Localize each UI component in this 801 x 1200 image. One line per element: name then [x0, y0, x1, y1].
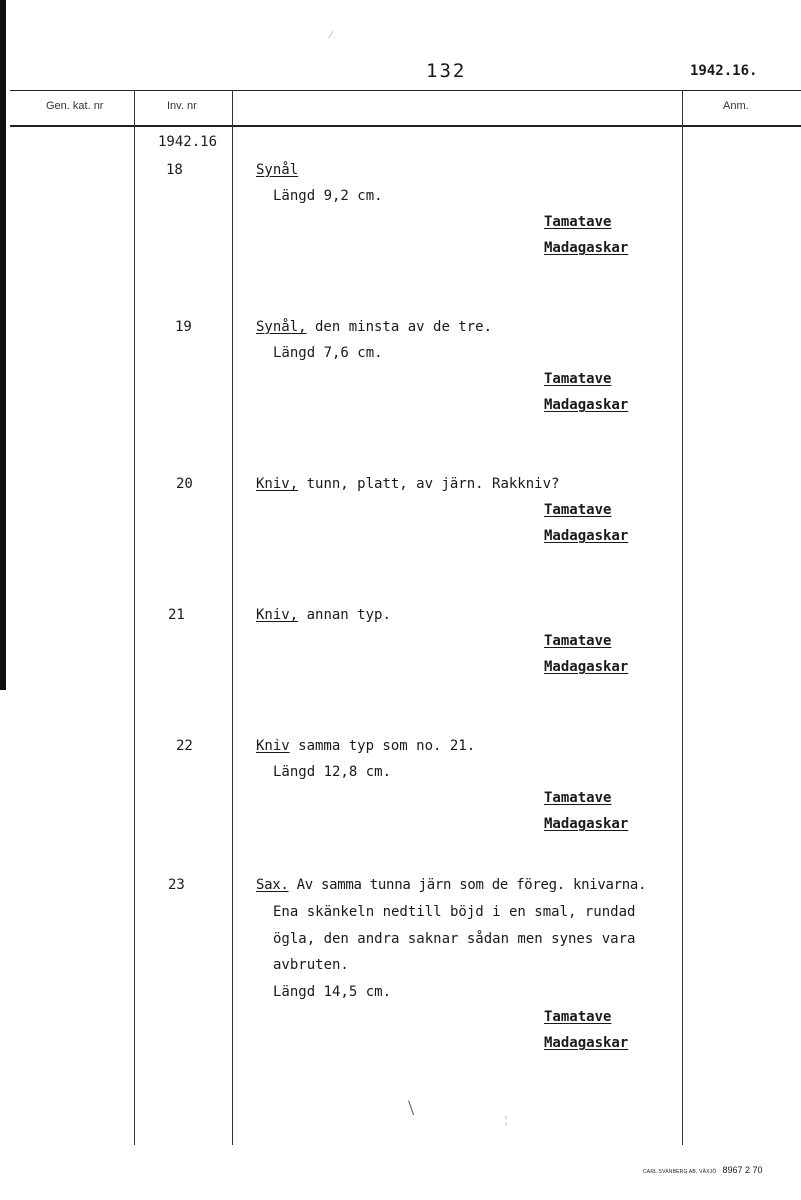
catalog-number: 1942.16. — [690, 63, 758, 79]
inventory-number: 23 — [168, 877, 185, 893]
locality: Tamatave — [544, 502, 612, 518]
description-text: den minsta av de tre. — [306, 319, 493, 335]
binding-edge — [0, 0, 6, 690]
entry-description — [256, 476, 559, 492]
locality: Tamatave — [544, 371, 612, 387]
collection-id: 1942.16 — [158, 134, 218, 150]
scan-mark: \ — [408, 1095, 415, 1120]
description-line: ögla, den andra saknar sådan men synes vara — [273, 931, 636, 947]
entry-description — [256, 877, 646, 893]
page-number: 132 — [426, 60, 467, 82]
printer-imprint: CARL SVANBERG AB, VÄXJÖ — [643, 1169, 717, 1175]
country: Madagaskar — [544, 528, 629, 544]
inventory-number: 19 — [175, 319, 192, 335]
object-name: Kniv, — [256, 607, 299, 623]
scan-mark: ⁄ — [330, 30, 332, 41]
column-divider-inv-desc — [232, 90, 233, 1145]
inventory-number: 21 — [168, 607, 185, 623]
object-name: Kniv, — [256, 476, 299, 492]
locality: Tamatave — [544, 214, 612, 230]
entry-description — [256, 738, 475, 754]
country: Madagaskar — [544, 659, 629, 675]
locality: Tamatave — [544, 633, 612, 649]
inventory-number: 18 — [166, 162, 183, 178]
column-header-inv-nr: Inv. nr — [167, 100, 197, 112]
scan-mark: ¦ — [505, 1115, 508, 1126]
entry-description — [256, 607, 391, 623]
object-name: Sax. — [256, 877, 289, 893]
description-text: samma typ som no. 21. — [289, 738, 476, 754]
description-text: Av samma tunna järn som de föreg. knivarna. — [288, 877, 647, 893]
country: Madagaskar — [544, 1035, 629, 1051]
description-text: tunn, platt, av järn. Rakkniv? — [298, 476, 560, 492]
locality: Tamatave — [544, 1009, 612, 1025]
form-code: 8967 2 70 — [722, 1165, 763, 1175]
description-line: Längd 14,5 cm. — [273, 984, 392, 1000]
entry-description — [256, 162, 298, 178]
country: Madagaskar — [544, 397, 629, 413]
country: Madagaskar — [544, 240, 629, 256]
object-name: Synål, — [256, 319, 307, 335]
form-footer — [643, 1165, 763, 1175]
column-header-anm: Anm. — [723, 100, 749, 112]
description-line: Längd 7,6 cm. — [273, 345, 383, 361]
locality: Tamatave — [544, 790, 612, 806]
column-divider-desc-anm — [682, 90, 683, 1145]
column-header-gen-kat-nr: Gen. kat. nr — [46, 100, 104, 112]
description-line: Längd 9,2 cm. — [273, 188, 383, 204]
entry-description — [256, 319, 492, 335]
description-text: annan typ. — [298, 607, 391, 623]
inventory-number: 22 — [176, 738, 193, 754]
description-line: Ena skänkeln nedtill böjd i en smal, rundad — [273, 904, 636, 920]
object-name: Synål — [256, 162, 299, 178]
description-line: avbruten. — [273, 957, 349, 973]
object-name: Kniv — [256, 738, 290, 754]
country: Madagaskar — [544, 816, 629, 832]
column-divider-gen-inv — [134, 90, 135, 1145]
inventory-number: 20 — [176, 476, 193, 492]
description-line: Längd 12,8 cm. — [273, 764, 392, 780]
